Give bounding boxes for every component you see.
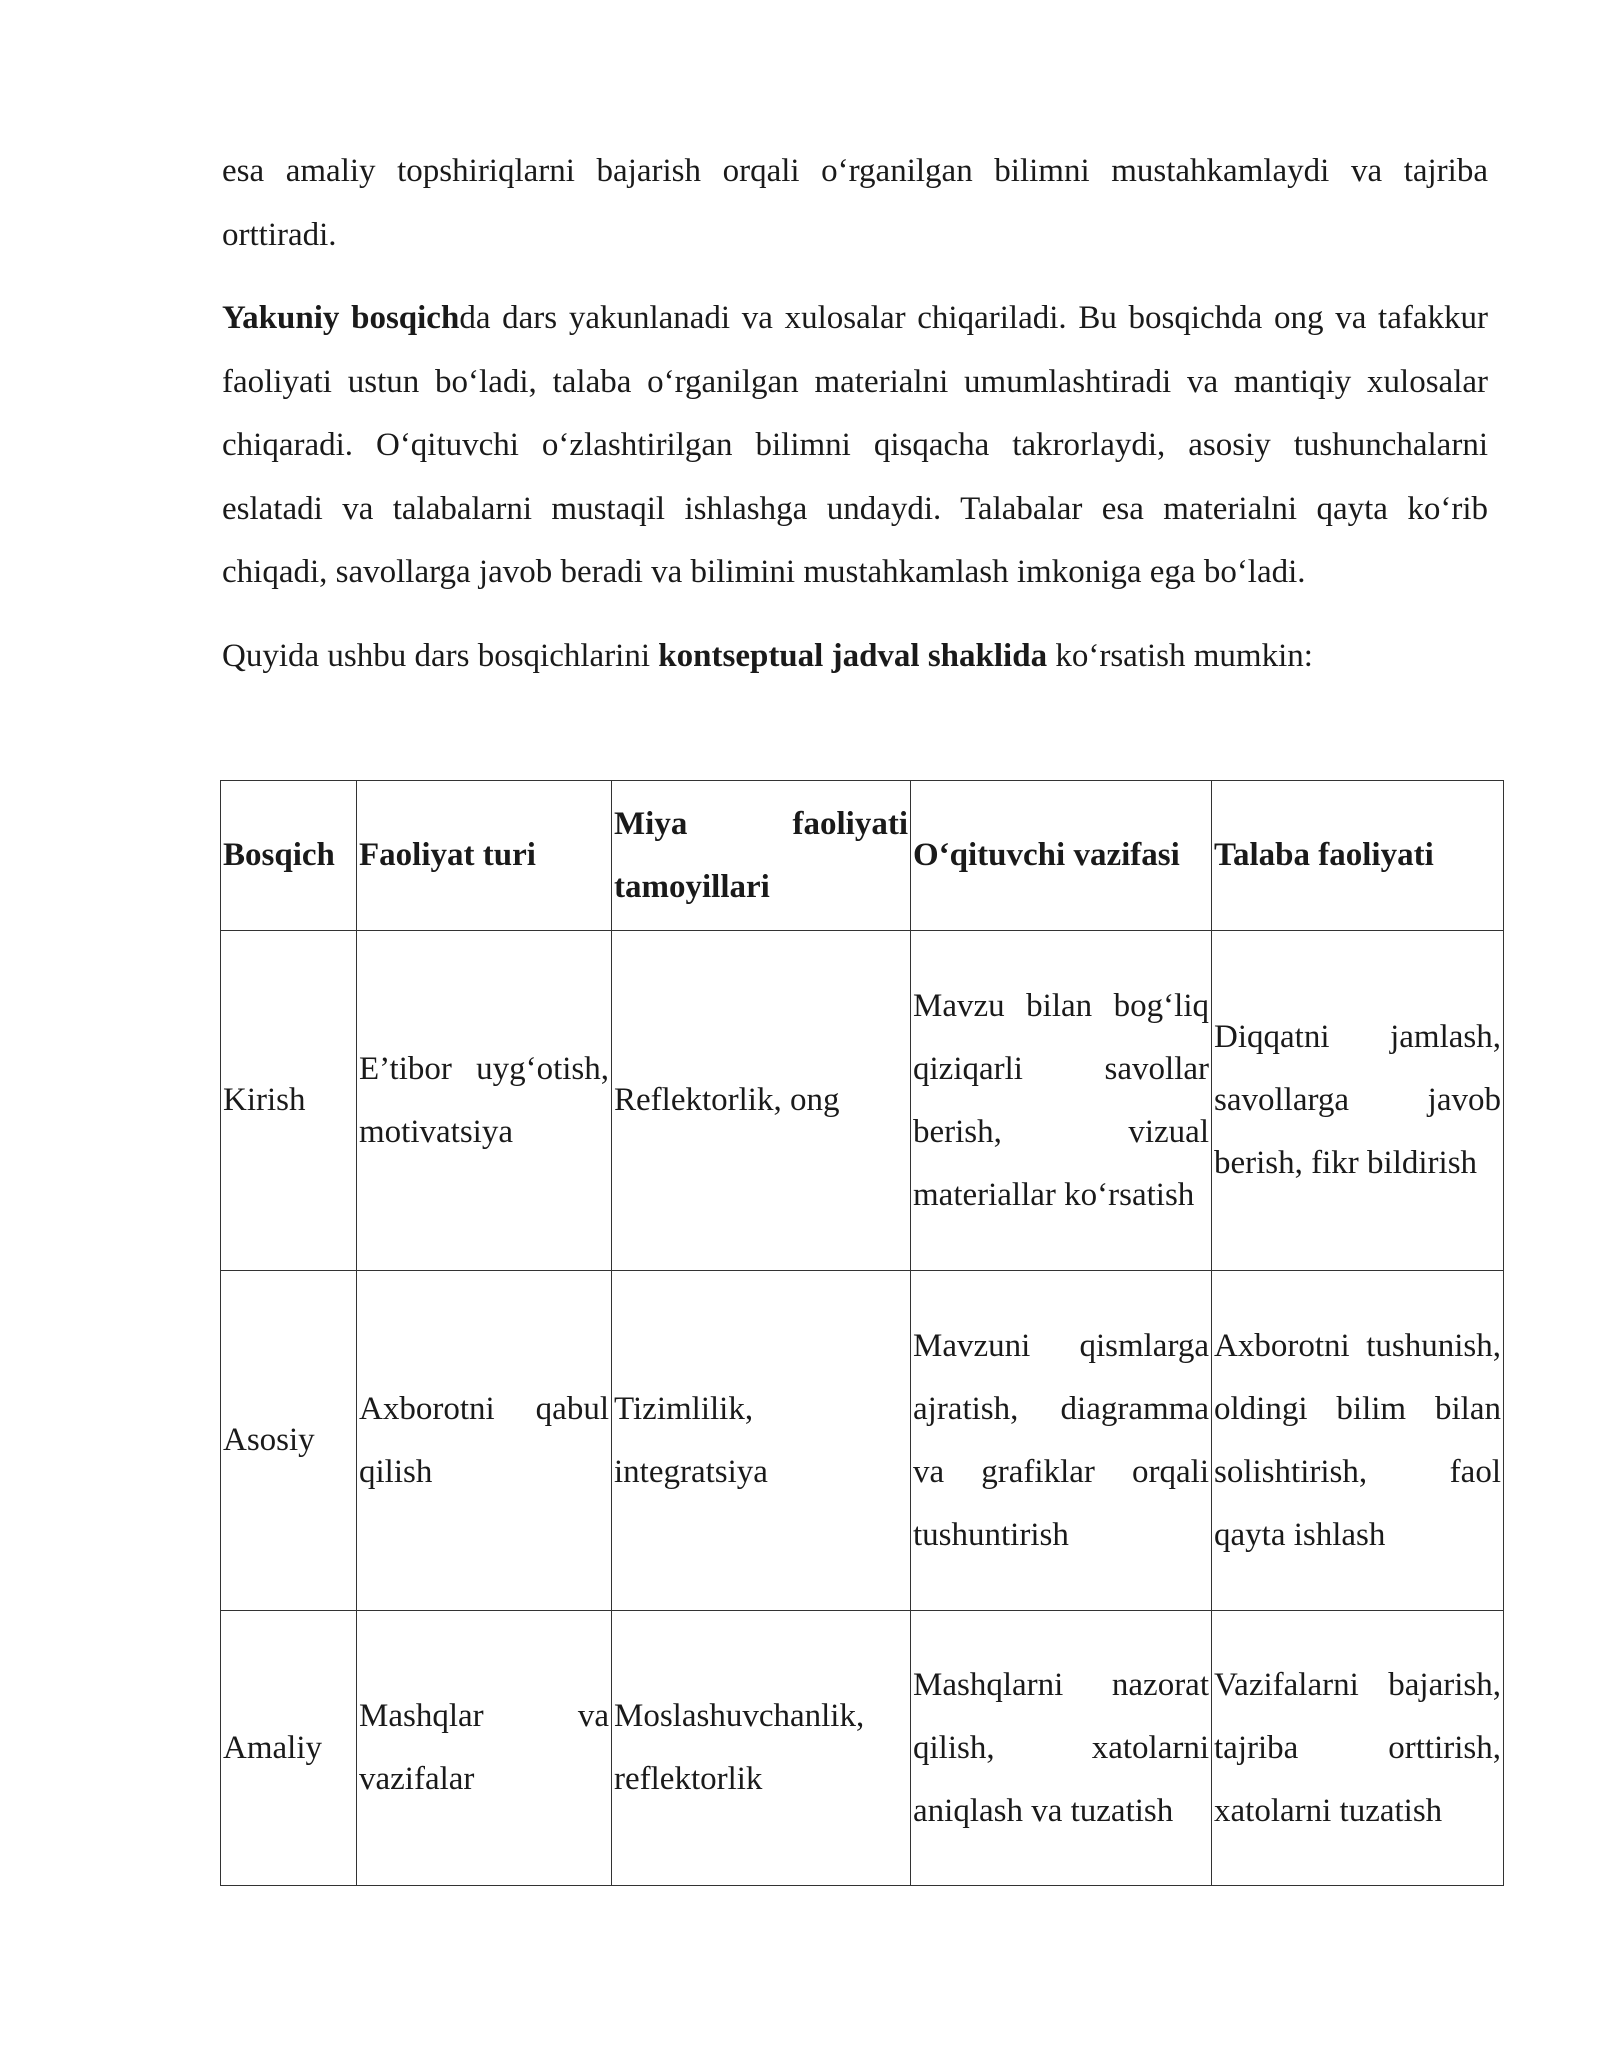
header-activity: Faoliyat turi [357, 781, 612, 931]
paragraph-final-stage [222, 287, 1488, 605]
header-student: Talaba faoliyati [1212, 781, 1504, 931]
paragraph-continuation: esa amaliy topshiriqlarni bajarish orqali o‘rganilgan bilimni mustahkamlaydi va tajriba orttiradi. [222, 153, 1488, 253]
cell-student: Vazifalarni bajarish, tajriba orttirish, xatolarni tuzatish [1212, 1611, 1504, 1886]
cell-activity: Mashqlar va vazifalar [357, 1611, 612, 1886]
table-intro-end: ko‘rsatish mumkin: [1047, 637, 1313, 674]
cell-principles: Reflektorlik, ong [612, 931, 911, 1271]
cell-stage: Asosiy [221, 1271, 357, 1611]
cell-principles: Moslashuvchanlik, reflektorlik [612, 1611, 911, 1886]
header-principles: Miya faoliyati tamoyillari [612, 781, 911, 931]
cell-student: Axborotni tushunish, oldingi bilim bilan solishtirish, faol qayta ishlash [1212, 1271, 1504, 1611]
cell-stage: Kirish [221, 931, 357, 1271]
final-stage-text: da dars yakunlanadi va xulosalar chiqariladi. Bu bosqichda ong va tafakkur faoliyati ustun bo‘ladi, talaba o‘rganilgan materialni umumlashtiradi va mantiqiy xulosalar chiqaradi. O‘qituvchi o‘zlashtirilgan bilimni qisqacha takrorlaydi, asosiy tushunchalarni eslatadi va talabalarni mustaqil ishlashga undaydi. Talabalar esa materialni qayta ko‘rib chiqadi, savollarga javob beradi va bilimini mustahkamlash imkoniga ega bo‘ladi. [222, 300, 1488, 590]
cell-teacher: Mashqlarni nazorat qilish, xatolarni aniqlash va tuzatish [911, 1611, 1212, 1886]
table-row [221, 1271, 1504, 1611]
document-body [222, 140, 1488, 716]
concept-table [220, 780, 1504, 1886]
cell-activity: E’tibor uyg‘otish, motivatsiya [357, 931, 612, 1271]
header-stage: Bosqich [221, 781, 357, 931]
cell-teacher: Mavzu bilan bog‘liq qiziqarli savollar berish, vizual materiallar ko‘rsatish [911, 931, 1212, 1271]
cell-stage: Amaliy [221, 1611, 357, 1886]
cell-principles: Tizimlilik, integratsiya [612, 1271, 911, 1611]
table-row [221, 1611, 1504, 1886]
header-teacher: O‘qituvchi vazifasi [911, 781, 1212, 931]
cell-activity: Axborotni qabul qilish [357, 1271, 612, 1611]
cell-teacher: Mavzuni qismlarga ajratish, diagramma va grafiklar orqali tushuntirish [911, 1271, 1212, 1611]
final-stage-term: Yakuniy bosqich [222, 300, 460, 336]
table-intro [222, 625, 1488, 689]
table-intro-bold: kontseptual jadval shaklida [658, 637, 1048, 674]
cell-student: Diqqatni jamlash, savollarga javob berish, fikr bildirish [1212, 931, 1504, 1271]
table-header-row [221, 781, 1504, 931]
table-row [221, 931, 1504, 1271]
table-intro-start: Quyida ushbu dars bosqichlarini [222, 637, 659, 674]
